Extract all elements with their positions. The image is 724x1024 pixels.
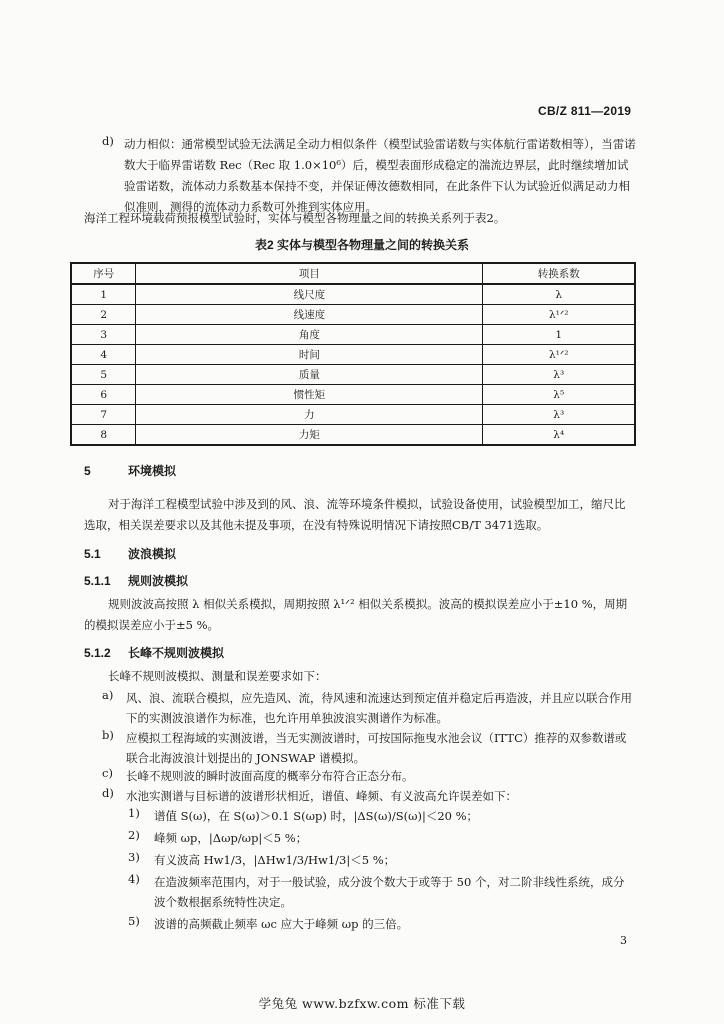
table-cell: λ⁴ (483, 425, 635, 446)
table-header-row (71, 263, 635, 284)
sub-item-text: 谱值 S(ω)，在 S(ω)＞0.1 S(ωp) 时，|ΔS(ω)/S(ω)|＜20 %； (154, 809, 479, 823)
section-title: 规则波模拟 (128, 574, 189, 588)
table-row (71, 305, 635, 325)
table-cell: 力矩 (136, 425, 483, 446)
header-cell: 转换系数 (483, 263, 635, 284)
section-5-1-1-text: 规则波波高按照 λ 相似关系模拟，周期按照 λ¹ᐟ² 相似关系模拟。波高的模拟误差应小于±10 %，周期的模拟误差应小于±5 %。 (84, 597, 628, 632)
table-cell: 质量 (136, 365, 483, 385)
table-cell: 5 (71, 365, 136, 385)
table-row (71, 284, 635, 305)
section-5-1-2-intro: 长峰不规则波模拟、测量和误差要求如下： (108, 669, 327, 683)
table-cell: λ⁵ (483, 385, 635, 405)
list-item-text: 应模拟工程海域的实测波谱，当无实测波谱时，可按国际拖曳水池会议（ITTC）推荐的双参数谱或联合北海波浪计划提出的 JONSWAP 谱模拟。 (126, 731, 627, 765)
sub-item-text: 有义波高 Hw1/3，|ΔHw1/3/Hw1/3|＜5 %； (154, 853, 396, 867)
table-cell: 4 (71, 345, 136, 365)
sub-item-label: 4) (128, 872, 140, 886)
table-row (71, 405, 635, 425)
conversion-table (70, 262, 636, 446)
sub-item-label: 5) (128, 914, 140, 928)
section-number: 5.1.2 (84, 646, 111, 660)
sub-item-label: 3) (128, 850, 140, 864)
list-item-label: a) (102, 688, 114, 702)
table-cell: λ³ (483, 405, 635, 425)
table-cell: 角度 (136, 325, 483, 345)
table-cell: 时间 (136, 345, 483, 365)
list-item-label: c) (102, 766, 113, 780)
standard-number: CB/Z 811—2019 (538, 104, 632, 118)
table-cell: 1 (71, 284, 136, 305)
table-cell: 力 (136, 405, 483, 425)
table-cell: λ³ (483, 365, 635, 385)
table-row (71, 385, 635, 405)
list-item-label: b) (102, 728, 114, 742)
section-5-heading (84, 462, 176, 479)
sub-item-label: 1) (128, 806, 140, 820)
list-item-text: 水池实测谱与目标谱的波谱形状相近，谱值、峰频、有义波高允许误差如下： (126, 789, 517, 803)
table-cell: 2 (71, 305, 136, 325)
footer-watermark: 学兔兔 www.bzfxw.com 标准下载 (258, 996, 466, 1011)
table-title: 表2 实体与模型各物理量之间的转换关系 (254, 238, 469, 252)
table-cell: λ¹ᐟ² (483, 305, 635, 325)
table-cell: 7 (71, 405, 136, 425)
table-cell: 线速度 (136, 305, 483, 325)
sub-item-text: 峰频 ωp，|Δωp/ωp|＜5 %； (154, 831, 308, 845)
section-number: 5 (84, 464, 91, 478)
section-title: 长峰不规则波模拟 (128, 646, 225, 660)
table-intro-text: 海洋工程环境载荷预报模型试验时，实体与模型各物理量之间的转换关系列于表2。 (84, 211, 506, 225)
table-cell: 8 (71, 425, 136, 446)
section-title: 波浪模拟 (128, 547, 177, 561)
section-5-1-2-heading (84, 644, 224, 661)
table-cell: 线尺度 (136, 284, 483, 305)
sub-item-text: 在造波频率范围内，对于一般试验，成分波个数大于或等于 50 个，对二阶非线性系统，成分波个数根据系统特性决定。 (154, 875, 625, 909)
page-number: 3 (620, 934, 627, 947)
table-row (71, 425, 635, 446)
table-row (71, 325, 635, 345)
table-cell: 1 (483, 325, 635, 345)
table-cell: 6 (71, 385, 136, 405)
list-item-label: d) (102, 786, 114, 800)
item-d-label: d) (102, 134, 114, 148)
item-d-text: 动力相似：通常模型试验无法满足全动力相似条件（模型试验雷诺数与实体航行雷诺数相等），当雷诺数大于临界雷诺数 Rec（Rec 取 1.0×10⁶）后，模型表面形成稳定的湍流边界层，此时继续增加试验雷诺数，流体动力系数基本保持不变，并保证傅汝德数相同，在此条件下认为试验近似满足动力相似准则，测得的流体动力系数可外推到实体应用。 (124, 137, 636, 214)
section-5-1-1-heading (84, 572, 188, 589)
table-cell: λ (483, 284, 635, 305)
list-item-text: 长峰不规则波的瞬时波面高度的概率分布符合正态分布。 (126, 769, 414, 783)
section-5-1-heading (84, 545, 176, 562)
sub-item-text: 波谱的高频截止频率 ωc 应大于峰频 ωp 的三倍。 (154, 917, 409, 931)
table-cell: 惯性矩 (136, 385, 483, 405)
section-title: 环境模拟 (128, 464, 177, 478)
section-number: 5.1 (84, 547, 101, 561)
table-cell: 3 (71, 325, 136, 345)
header-cell: 项目 (136, 263, 483, 284)
section-number: 5.1.1 (84, 574, 111, 588)
list-item-text: 风、浪、流联合模拟，应先造风、流，待风速和流速达到预定值并稳定后再造波，并且应以联合作用下的实测波浪谱作为标准，也允许用单独波浪实测谱作为标准。 (126, 691, 632, 725)
table-cell: λ¹ᐟ² (483, 345, 635, 365)
section-5-text: 对于海洋工程模型试验中涉及到的风、浪、流等环境条件模拟，试验设备使用，试验模型加工，缩尺比选取，相关误差要求以及其他未提及事项，在没有特殊说明情况下请按照CB/T 3471选取。 (84, 497, 626, 532)
table-row (71, 345, 635, 365)
sub-item-label: 2) (128, 828, 140, 842)
header-cell: 序号 (71, 263, 136, 284)
table-row (71, 365, 635, 385)
